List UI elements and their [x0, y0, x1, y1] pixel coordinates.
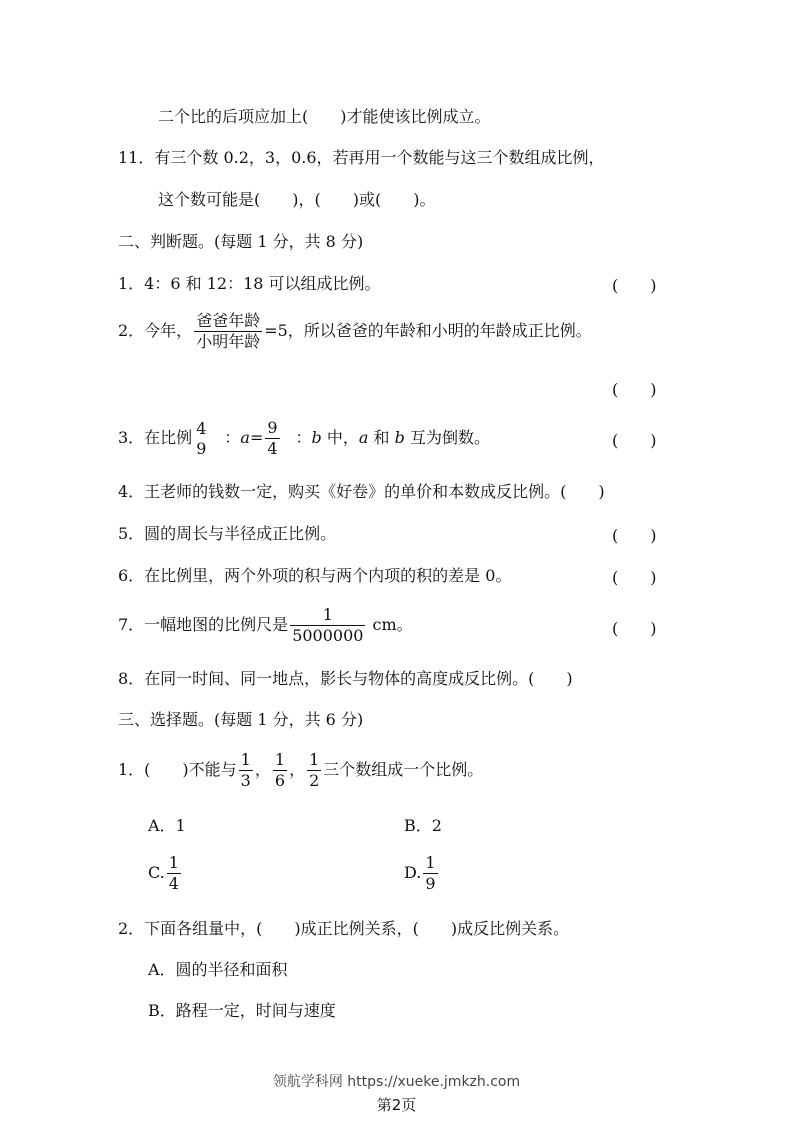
equals-sign: = — [249, 428, 264, 447]
fraction-denominator: 4 — [168, 874, 179, 893]
judge-7-prefix: 7．一幅地图的比例尺是 — [118, 615, 289, 634]
judge-2 — [118, 311, 592, 352]
option-letter: D. — [404, 863, 422, 882]
variable-a: a — [358, 428, 369, 447]
page-number: 第2页 — [376, 1096, 417, 1114]
footer-source: 领航学科网 https://xueke.jmkzh.com — [272, 1074, 521, 1090]
fraction-numerator: 1 — [168, 853, 179, 872]
ratio-colon: ： — [224, 428, 241, 447]
fraction-numerator: 1 — [240, 750, 251, 769]
variable-b: b — [311, 428, 322, 447]
choice-2-option-b: B．路程一定，时间与速度 — [148, 1001, 336, 1020]
judge-3 — [118, 418, 490, 459]
variable-b: b — [394, 428, 405, 447]
text: 中， — [321, 428, 359, 447]
answer-paren: ( ) — [612, 619, 657, 638]
fraction — [194, 419, 208, 459]
fraction — [265, 418, 279, 459]
judge-3-prefix: 3．在比例 — [118, 428, 193, 447]
fraction-denominator: 5000000 — [292, 626, 364, 645]
fraction-numerator: 9 — [267, 418, 278, 437]
judge-8: 8．在同一时间、同一地点，影长与物体的高度成反比例。( ) — [118, 669, 573, 688]
fraction-denominator: 4 — [267, 439, 278, 458]
answer-paren: ( ) — [612, 380, 657, 399]
fraction-numerator: 1 — [274, 750, 286, 769]
fraction — [167, 853, 181, 894]
fraction — [307, 750, 321, 791]
judge-7 — [118, 605, 413, 646]
fraction-denominator: 3 — [240, 771, 251, 790]
judge-2-suffix: =5，所以爸爸的年龄和小明的年龄成正比例。 — [264, 321, 592, 340]
judge-7-suffix: cm。 — [367, 615, 413, 634]
fraction-numerator: 4 — [196, 418, 207, 438]
separator: ， — [254, 760, 271, 779]
answer-paren: ( ) — [612, 431, 657, 450]
fraction — [273, 750, 287, 791]
fraction — [239, 750, 253, 791]
fraction-numerator: 爸爸年龄 — [196, 311, 261, 330]
fraction — [194, 311, 262, 352]
fraction-denominator: 小明年龄 — [196, 332, 261, 351]
option-letter: C. — [148, 863, 165, 882]
choice-2-stem: 2．下面各组量中，( )成正比例关系，( )成反比例关系。 — [118, 919, 570, 938]
variable-a: a — [240, 428, 250, 447]
question-10-continuation: 二个比的后项应加上( )才能使该比例成立。 — [158, 107, 491, 126]
choice-2-option-a: A．圆的半径和面积 — [148, 960, 288, 979]
separator: ， — [289, 760, 306, 779]
choice-1-option-b: B．2 — [404, 816, 442, 835]
judge-6: 6．在比例里，两个外项的积与两个内项的积的差是 0。 — [118, 566, 512, 585]
ratio-colon: ： — [295, 428, 312, 447]
fraction-denominator: 2 — [309, 771, 320, 790]
judge-4: 4．王老师的钱数一定，购买《好卷》的单价和本数成反比例。( ) — [118, 482, 605, 501]
fraction-denominator: 6 — [274, 771, 286, 790]
fraction-numerator: 1 — [425, 853, 436, 872]
fraction — [290, 605, 365, 646]
choice-1-stem — [118, 750, 483, 791]
section-3-heading: 三、选择题。(每题 1 分，共 6 分) — [118, 710, 364, 729]
text: 和 — [368, 428, 395, 447]
fraction-denominator: 9 — [425, 874, 436, 893]
answer-paren: ( ) — [612, 276, 657, 295]
choice-1-option-c — [148, 853, 183, 894]
section-2-heading: 二、判断题。(每题 1 分，共 8 分) — [118, 232, 364, 251]
question-11-line1: 11．有三个数 0.2，3，0.6，若再用一个数能与这三个数组成比例， — [118, 148, 605, 167]
judge-1: 1．4：6 和 12：18 可以组成比例。 — [118, 274, 381, 293]
text: 互为倒数。 — [404, 428, 490, 447]
judge-2-prefix: 2．今年， — [118, 321, 193, 340]
judge-5: 5．圆的周长与半径成正比例。 — [118, 524, 337, 543]
text: 三个数组成一个比例。 — [323, 760, 484, 779]
fraction-numerator: 1 — [309, 750, 320, 769]
choice-1-option-d — [404, 853, 440, 894]
fraction — [423, 853, 437, 894]
fraction-numerator: 1 — [290, 605, 365, 626]
answer-paren: ( ) — [612, 526, 657, 545]
answer-paren: ( ) — [612, 568, 657, 587]
choice-1-option-a: A．1 — [148, 816, 186, 835]
text: 1．( )不能与 — [118, 760, 237, 779]
question-11-line2: 这个数可能是( )，( )或( )。 — [158, 190, 436, 209]
fraction-denominator: 9 — [196, 438, 207, 458]
